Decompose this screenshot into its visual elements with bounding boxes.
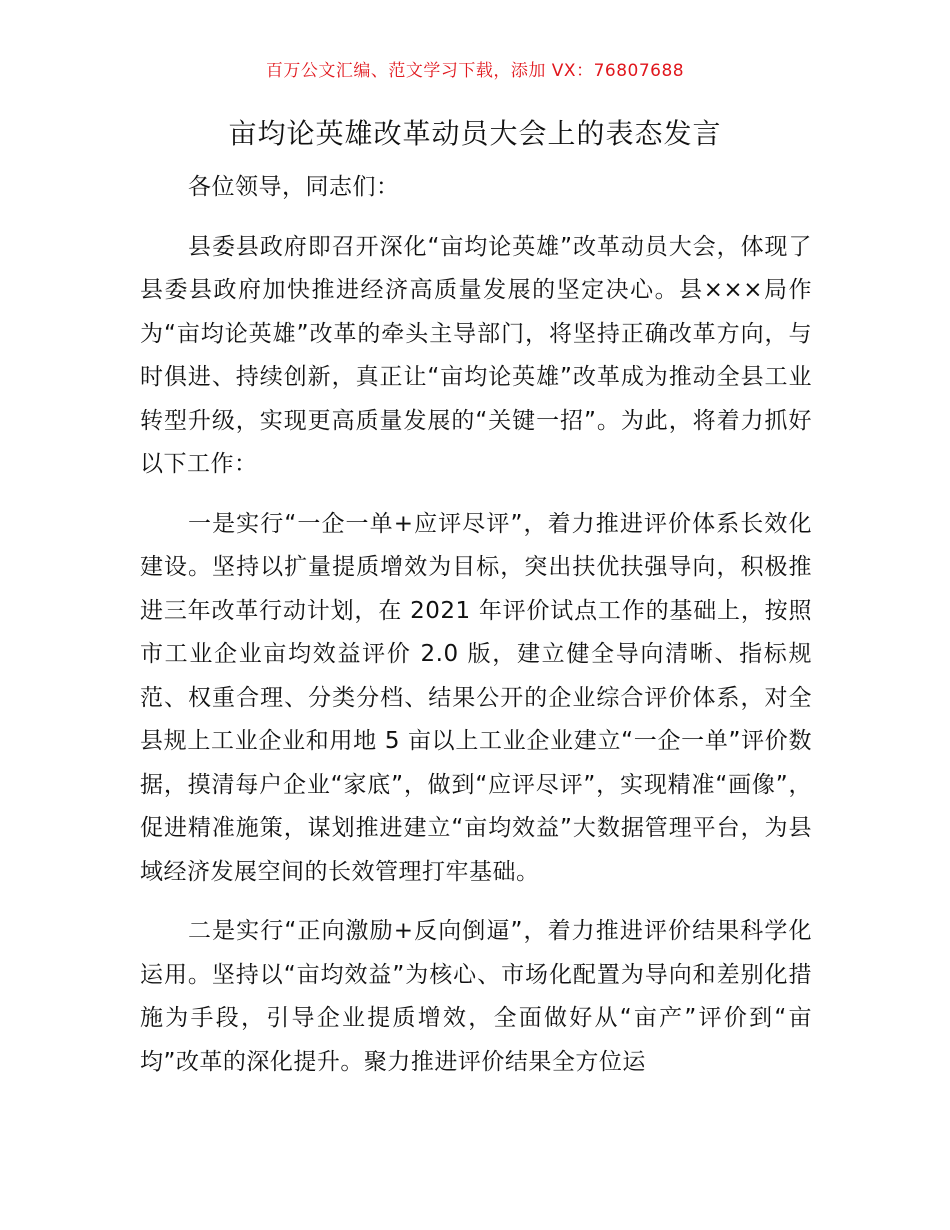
document-title: 亩均论英雄改革动员大会上的表态发言	[228, 117, 722, 150]
header-watermark-note: 百万公文汇编、范文学习下载，添加 VX：76807688	[265, 61, 685, 81]
salutation: 各位领导，同志们：	[188, 174, 400, 200]
document-body	[140, 166, 812, 1084]
paragraph-point-two: 二是实行“正向激励+反向倒逼”，着力推进评价结果科学化运用。坚持以“亩均效益”为核心、市场化配置为导向和差别化措施为手段，引导企业提质增效，全面做好从“亩产”评价到“亩均”改革的深化提升。聚力推进评价结果全方位运	[140, 918, 812, 1075]
paragraph-intro: 县委县政府即召开深化“亩均论英雄”改革动员大会，体现了县委县政府加快推进经济高质量发展的坚定决心。县×××局作为“亩均论英雄”改革的牵头主导部门，将坚持正确改革方向，与时俱进、持续创新，真正让“亩均论英雄”改革成为推动全县工业转型升级，实现更高质量发展的“关键一招”。为此，将着力抓好以下工作：	[140, 233, 812, 477]
paragraph-point-one: 一是实行“一企一单+应评尽评”，着力推进评价体系长效化建设。坚持以扩量提质增效为目标，突出扶优扶强导向，积极推进三年改革行动计划，在 2021 年评价试点工作的基础上，按照市工业企业亩均效益评价 2.0 版，建立健全导向清晰、指标规范、权重合理、分类分档、结果公开的企业综合评价体系，对全县规上工业企业和用地 5 亩以上工业企业建立“一企一单”评价数据，摸清每户企业“家底”，做到“应评尽评”，实现精准“画像”，促进精准施策，谋划推进建立“亩均效益”大数据管理平台，为县域经济发展空间的长效管理打牢基础。	[140, 510, 812, 885]
